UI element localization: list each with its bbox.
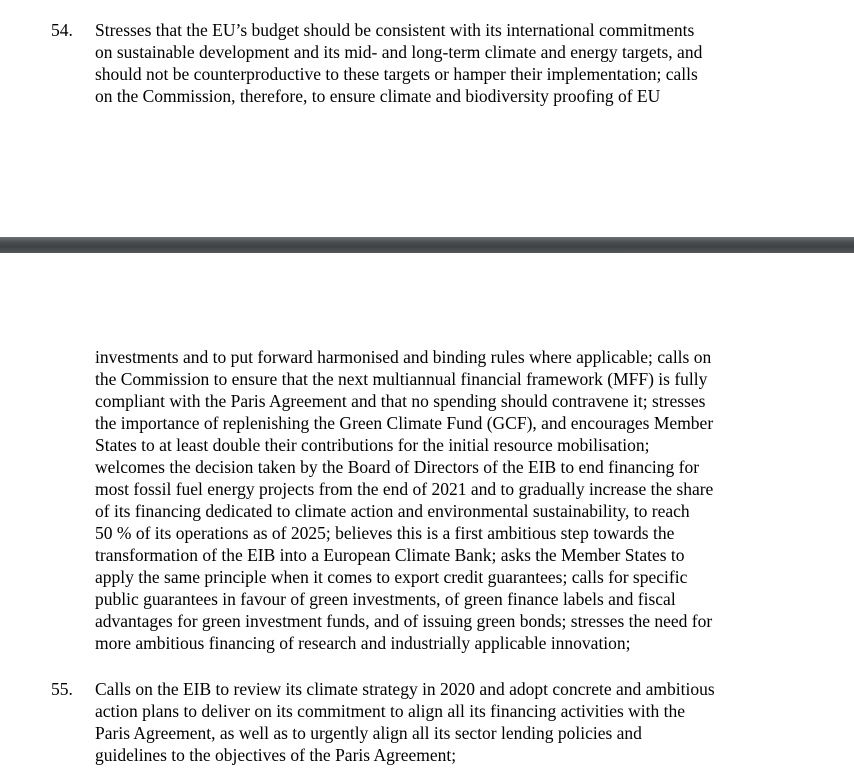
paragraph-54-line: public guarantees in favour of green investments, of green finance labels and fiscal xyxy=(95,589,676,609)
paragraph-54-text-part1 xyxy=(95,19,815,107)
paragraph-54-line: States to at least double their contributions for the initial resource mobilisation; xyxy=(95,435,650,455)
paragraph-55-line: guidelines to the objectives of the Paris Agreement; xyxy=(95,745,457,765)
paragraph-54-line: on the Commission, therefore, to ensure climate and biodiversity proofing of EU xyxy=(95,86,661,106)
paragraph-54-line: the Commission to ensure that the next multiannual financial framework (MFF) is fully xyxy=(95,369,708,389)
paragraph-54-line: advantages for green investment funds, and of issuing green bonds; stresses the need for xyxy=(95,611,713,631)
paragraph-54-line: Stresses that the EU’s budget should be consistent with its international commitments xyxy=(95,20,695,40)
paragraph-55-text xyxy=(95,678,815,766)
paragraph-55-number: 55. xyxy=(51,679,73,699)
paragraph-55-line: Calls on the EIB to review its climate strategy in 2020 and adopt concrete and ambitious xyxy=(95,679,715,699)
paragraph-54-line: compliant with the Paris Agreement and that no spending should contravene it; stresses xyxy=(95,391,706,411)
paragraph-54-line: more ambitious financing of research and industrially applicable innovation; xyxy=(95,633,631,653)
paragraph-54-text-part2 xyxy=(95,346,815,654)
paragraph-54-line: on sustainable development and its mid- and long-term climate and energy targets, and xyxy=(95,42,703,62)
paragraph-54-line: most fossil fuel energy projects from the end of 2021 and to gradually increase the share xyxy=(95,479,714,499)
paragraph-54-line: apply the same principle when it comes to export credit guarantees; calls for specific xyxy=(95,567,688,587)
paragraph-54-line: transformation of the EIB into a European Climate Bank; asks the Member States to xyxy=(95,545,685,565)
paragraph-54-number: 54. xyxy=(51,20,73,40)
paragraph-54-line: of its financing dedicated to climate action and environmental sustainability, to reach xyxy=(95,501,690,521)
paragraph-54-line: 50 % of its operations as of 2025; believes this is a first ambitious step towards the xyxy=(95,523,675,543)
paragraph-54-line: the importance of replenishing the Green Climate Fund (GCF), and encourages Member xyxy=(95,413,714,433)
paragraph-55-line: Paris Agreement, as well as to urgently align all its sector lending policies and xyxy=(95,723,642,743)
paragraph-54-line: welcomes the decision taken by the Board of Directors of the EIB to end financing for xyxy=(95,457,700,477)
paragraph-54-line: should not be counterproductive to these targets or hamper their implementation; calls xyxy=(95,64,698,84)
paragraph-54-line: investments and to put forward harmonised and binding rules where applicable; calls on xyxy=(95,347,712,367)
paragraph-55-line: action plans to deliver on its commitment to align all its financing activities with the xyxy=(95,701,686,721)
page-break-separator xyxy=(0,237,854,253)
